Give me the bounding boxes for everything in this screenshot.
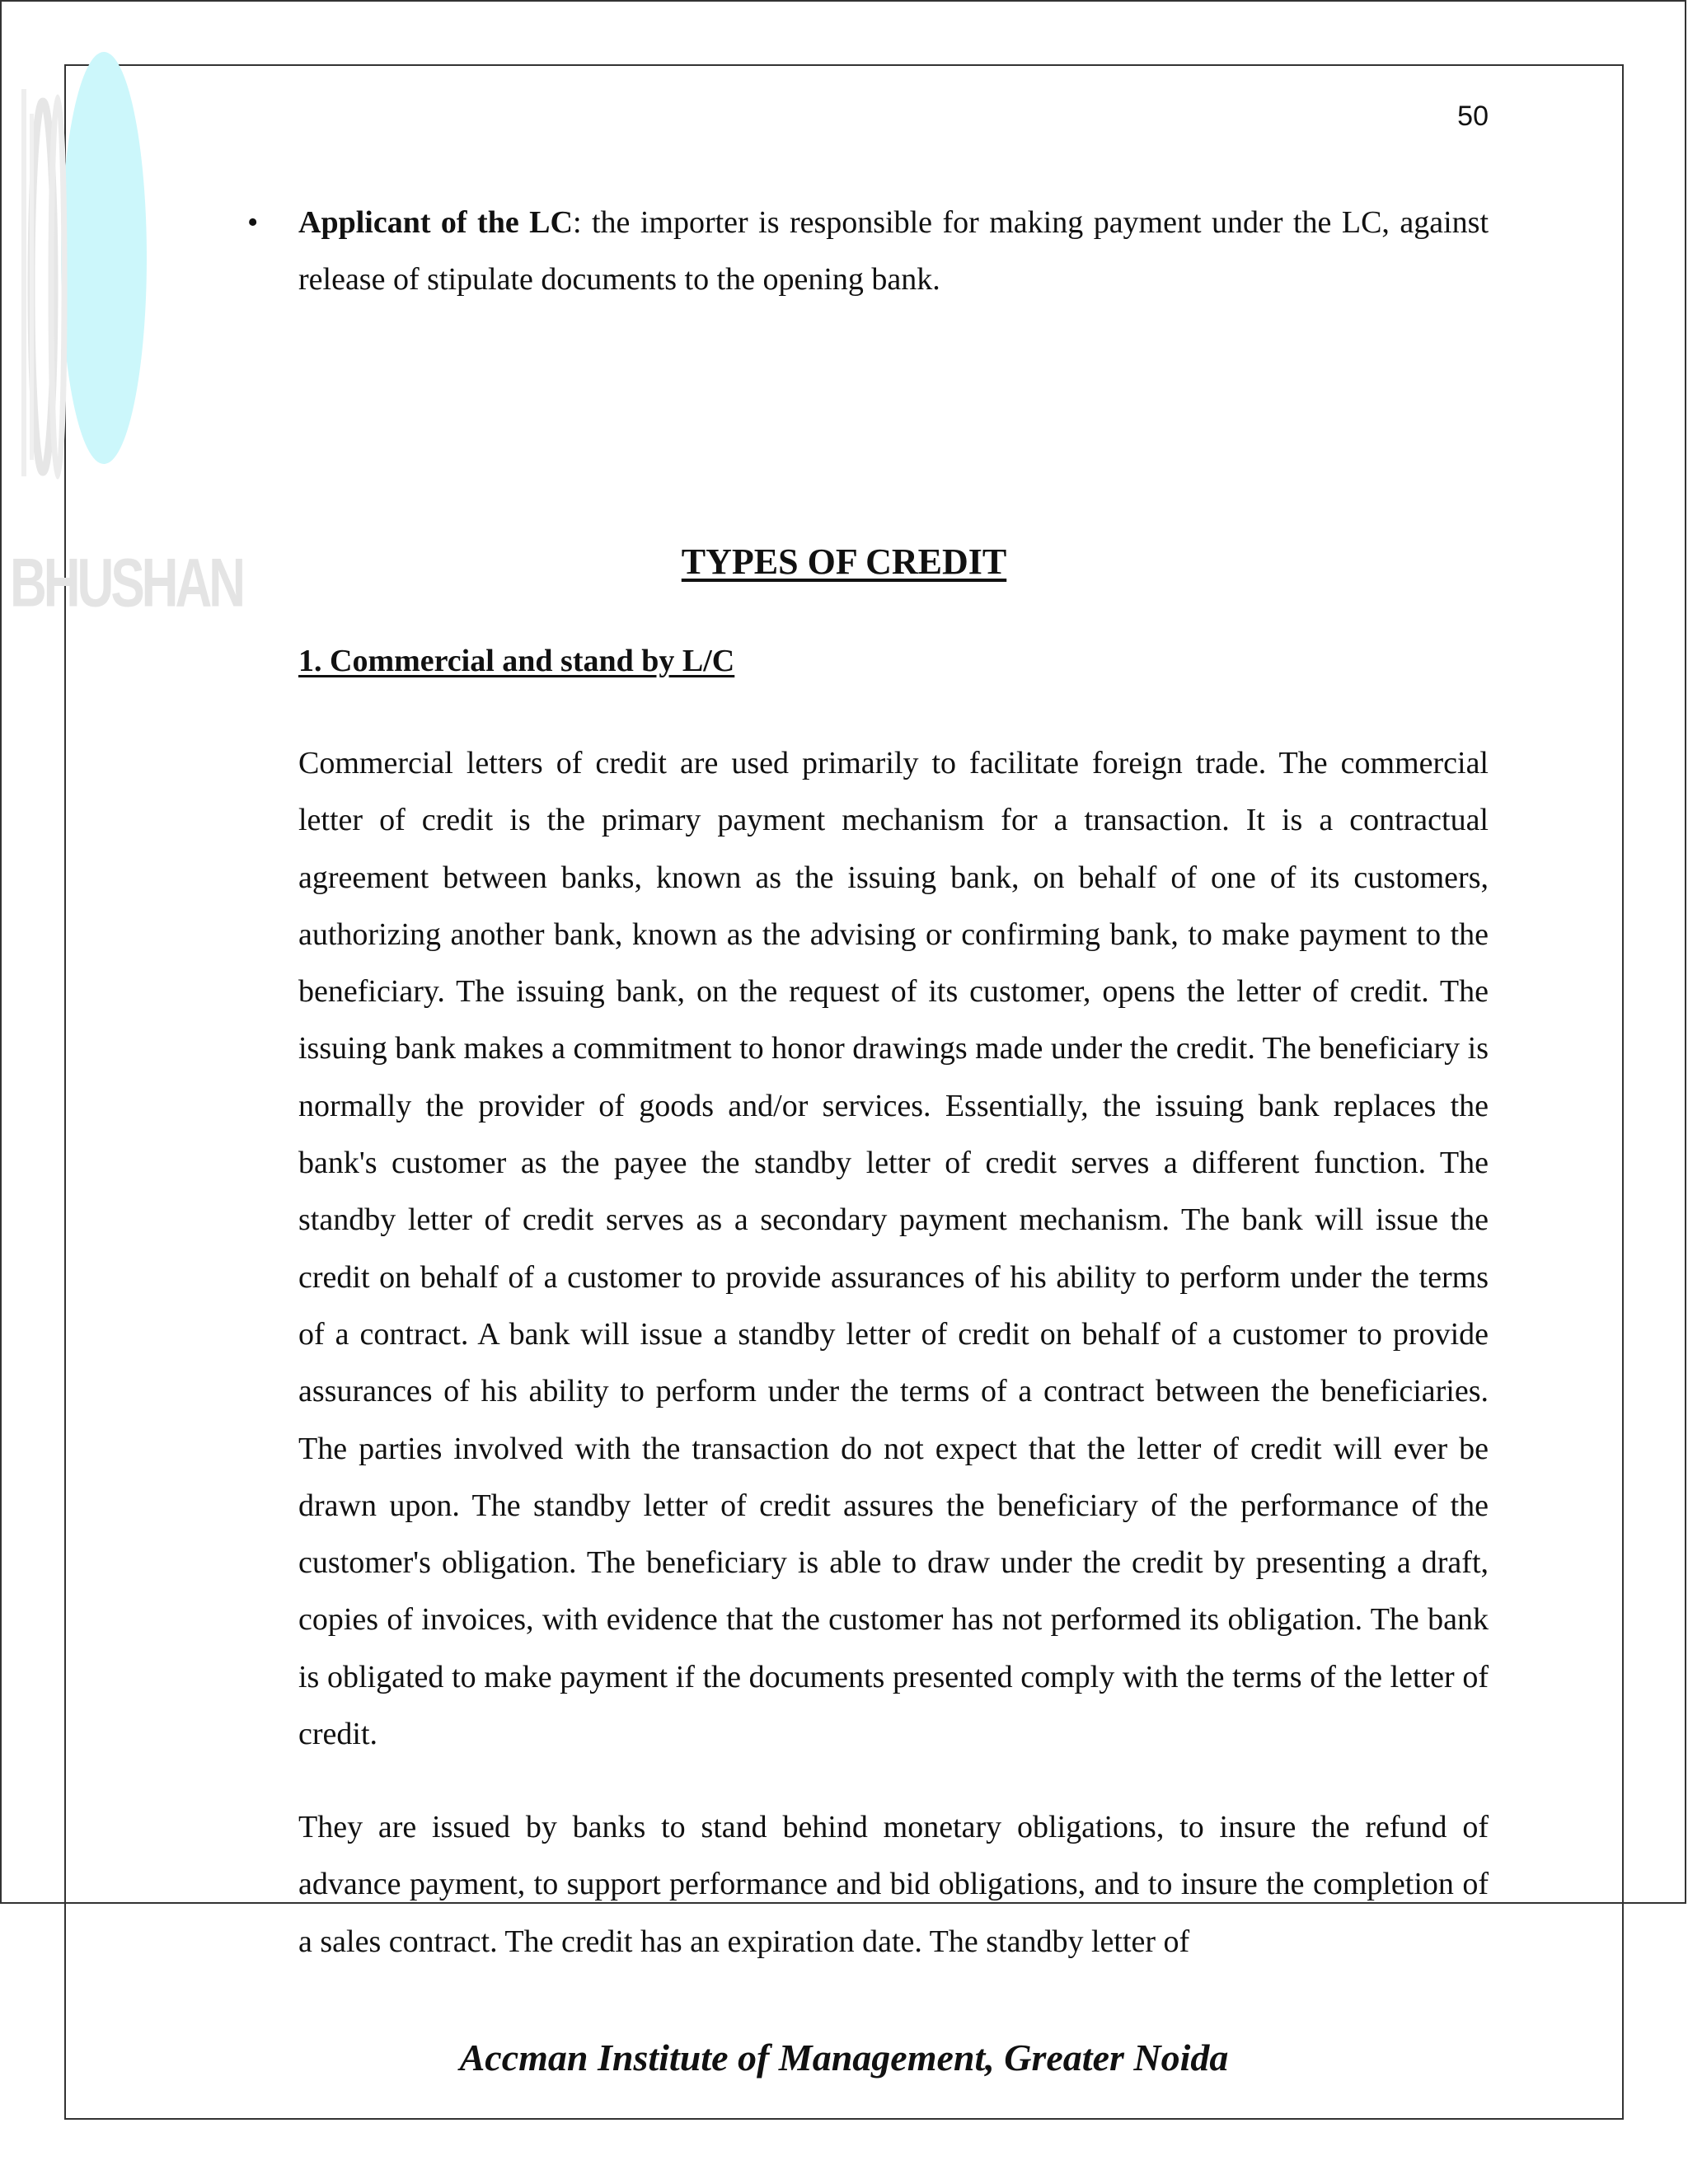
bullet-icon: • [247,205,259,240]
watermark-logo [7,40,242,622]
subheading: 1. Commercial and stand by L/C [298,644,735,678]
paragraph-2: They are issued by banks to stand behind monetary obligations, to insure the refund of advance payment, to support performance and bid obligations, and to insure the completion of a sales contract. The credit has an expiration date. The standby letter of [298,1810,1489,1959]
section-title: TYPES OF CREDIT [681,541,1007,582]
paragraph-1: Commercial letters of credit are used primarily to facilitate foreign trade. The commercial letter of credit is the primary payment mechanism for a transaction. It is a contractual agreement between banks, known as the issuing bank, on behalf of one of its customers, authorizing another bank, known as the advising or confirming bank, to make payment to the beneficiary. The issuing bank, on the request of its customer, opens the letter of credit. The issuing bank makes a commitment to honor drawings made under the credit. The beneficiary is normally the provider of goods and/or services. Essentially, the issuing bank replaces the bank's customer as the payee the standby letter of credit serves a different function. The standby letter of credit serves as a secondary payment mechanism. The bank will issue the credit on behalf of a customer to provide assurances of his ability to perform under the terms of a contract. A bank will issue a standby letter of credit on behalf of a customer to provide assurances of his ability to perform under the terms of a contract between the beneficiaries. The parties involved with the transaction do not expect that the letter of credit will ever be drawn upon. The standby letter of credit assures the beneficiary of the performance of the customer's obligation. The beneficiary is able to draw under the credit by presenting a draft, copies of invoices, with evidence that the customer has not performed its obligation. The bank is obligated to make payment if the documents presented comply with the terms of the letter of credit. [298,746,1489,1752]
logo-mark-icon [7,40,147,534]
bullet-term: Applicant of the LC [298,205,573,240]
bullet-text: : the importer is responsible for making payment under the LC, against release of stipulate documents to the opening bank. [298,205,1489,297]
footer-institute: Accman Institute of Management, Greater Noida [459,2036,1229,2079]
logo-lettering: BHUSHAN [10,545,242,622]
page-number: 50 [1457,101,1489,132]
bullet-item [298,194,1489,308]
